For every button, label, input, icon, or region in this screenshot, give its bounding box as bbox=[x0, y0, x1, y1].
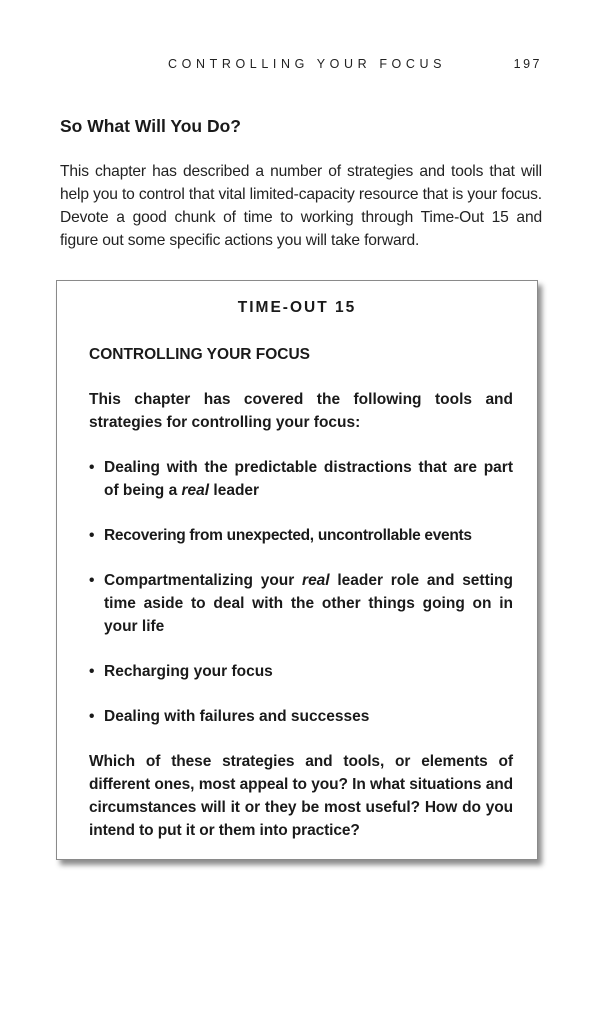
bullet-icon: • bbox=[89, 663, 95, 680]
list-item-emphasis: real bbox=[302, 572, 330, 589]
list-item-text: Recharging your focus bbox=[104, 663, 273, 680]
timeout-subtitle: CONTROLLING YOUR FOCUS bbox=[89, 346, 311, 363]
list-item bbox=[89, 705, 513, 728]
intro-paragraph: This chapter has described a number of strategies and tools that will help you to control that vital limited-capacity resource that is your focus. Devote a good chunk of time to working through Time-Out 15 and figure out some specific actions you will take forward. bbox=[60, 163, 542, 249]
section-heading: So What Will You Do? bbox=[60, 116, 241, 136]
list-item-text: leader role and setting time aside to deal with the other things going on in your life bbox=[104, 572, 513, 635]
timeout-lead: This chapter has covered the following tools and strategies for controlling your focus: bbox=[89, 391, 513, 431]
page-number: 197 bbox=[513, 57, 542, 71]
list-item bbox=[89, 456, 513, 502]
timeout-box bbox=[56, 280, 538, 860]
bullet-icon: • bbox=[89, 572, 95, 589]
bullet-icon: • bbox=[89, 708, 95, 725]
list-item-text: leader bbox=[209, 482, 260, 499]
list-item-text: Dealing with the predictable distractions that are part of being a bbox=[104, 459, 513, 499]
list-item bbox=[89, 569, 513, 638]
list-item-text: Dealing with failures and successes bbox=[104, 708, 370, 725]
timeout-content bbox=[89, 343, 513, 842]
list-item-text: Recovering from unexpected, uncontrollable events bbox=[104, 527, 472, 544]
timeout-title: TIME-OUT 15 bbox=[237, 299, 357, 316]
list-item-emphasis: real bbox=[181, 482, 210, 499]
list-item bbox=[89, 660, 513, 683]
bullet-icon: • bbox=[89, 459, 95, 476]
bullet-icon: • bbox=[89, 527, 95, 544]
reflection-question: Which of these strategies and tools, or elements of different ones, most appeal to you? In what situations and circumstances will it or they be most useful? How do you intend to put it or them into practice? bbox=[89, 753, 513, 839]
running-title: CONTROLLING YOUR FOCUS bbox=[168, 57, 447, 71]
running-header bbox=[0, 57, 600, 75]
list-item bbox=[89, 524, 513, 547]
list-item-text: Compartmentalizing your bbox=[104, 572, 303, 589]
strategy-list bbox=[89, 456, 513, 728]
